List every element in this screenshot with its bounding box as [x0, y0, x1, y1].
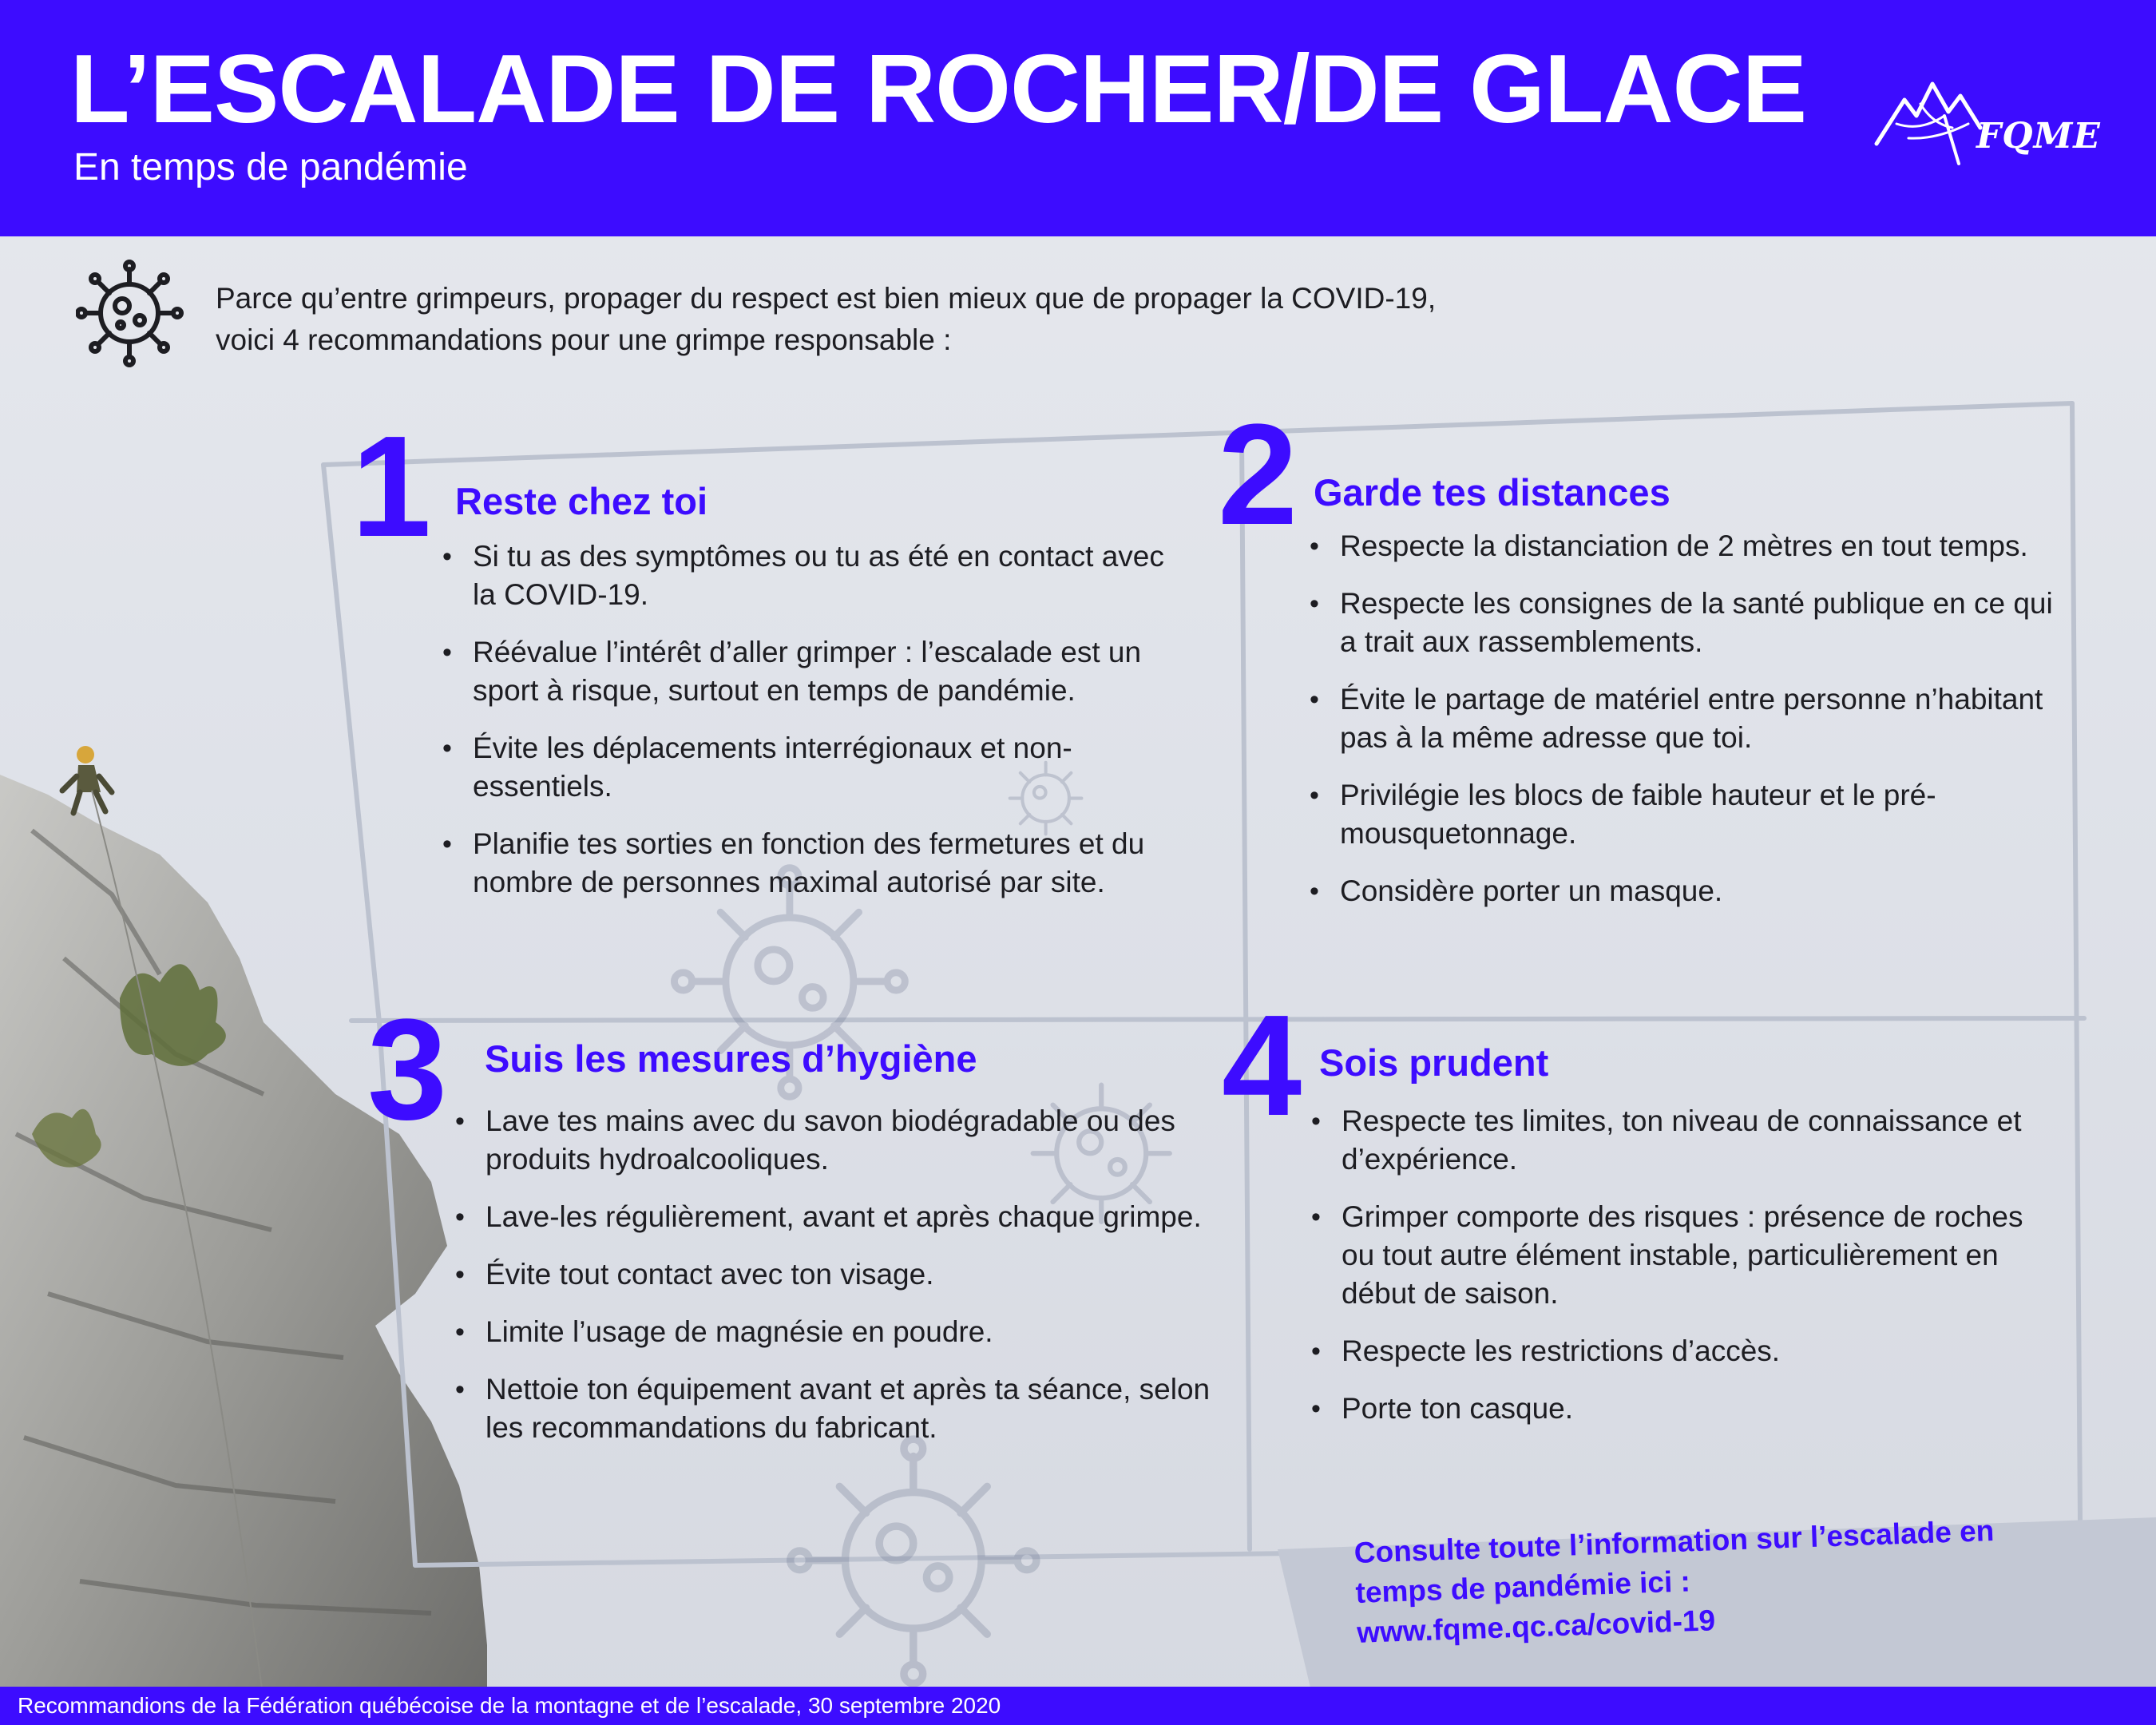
list-item: • Respecte tes limites, ton niveau de connaissance et d’expérience. [1310, 1102, 2052, 1179]
footer-bar [0, 1687, 2156, 1725]
list-item: • Considère porter un masque. [1308, 872, 2075, 910]
consult-link[interactable]: www.fqme.qc.ca/covid-19 [1356, 1604, 1716, 1649]
virus-icon [76, 260, 184, 367]
page-title: L’ESCALADE DE ROCHER/DE GLACE [70, 34, 1806, 143]
logo-text: FQME [1976, 116, 2101, 157]
section-4-number: 4 [1222, 985, 1302, 1146]
intro-text [216, 278, 1653, 361]
virus-watermark-icon [787, 1434, 1042, 1689]
intro-line-1: Parce qu’entre grimpeurs, propager du respect est bien mieux que de propager la COVID-19, [216, 282, 1437, 315]
section-3-title: Suis les mesures d’hygiène [485, 1037, 977, 1080]
page-subtitle: En temps de pandémie [73, 146, 468, 188]
list-item: • Planifie tes sorties en fonction des fermetures et du nombre de personnes maximal autorisé par site. [441, 825, 1183, 902]
intro-line-2: voici 4 recommandations pour une grimpe responsable : [216, 323, 952, 356]
section-3-list [454, 1102, 1252, 1466]
section-1-title: Reste chez toi [455, 480, 708, 522]
section-3-number: 3 [367, 989, 448, 1150]
section-4-list [1310, 1102, 2052, 1447]
list-item: • Lave tes mains avec du savon biodégradable ou des produits hydroalcooliques. [454, 1102, 1252, 1179]
section-2-list [1308, 527, 2075, 930]
section-2-title: Garde tes distances [1314, 471, 1671, 514]
consult-line-1: Consulte toute l’information sur l’escalade en [1353, 1514, 1995, 1569]
list-item: • Respecte les consignes de la santé publique en ce qui a trait aux rassemblements. [1308, 585, 2075, 661]
list-item: • Évite les déplacements interrégionaux et non-essentiels. [441, 729, 1183, 806]
list-item: • Respecte les restrictions d’accès. [1310, 1332, 2052, 1370]
footer-text: Recommandions de la Fédération québécoise de la montagne et de l’escalade, 30 septembre 2020 [18, 1693, 1001, 1718]
list-item: • Respecte la distanciation de 2 mètres en tout temps. [1308, 527, 2075, 565]
consult-info [1353, 1509, 2060, 1653]
list-item: • Privilégie les blocs de faible hauteur et le pré-mousquetonnage. [1308, 776, 2075, 853]
consult-line-2: temps de pandémie ici : [1354, 1564, 1691, 1609]
list-item: • Grimper comporte des risques : présence de roches ou tout autre élément instable, particulièrement en début de saison. [1310, 1198, 2052, 1313]
list-item: • Réévalue l’intérêt d’aller grimper : l’escalade est un sport à risque, surtout en temps de pandémie. [441, 633, 1183, 710]
section-1-list [441, 537, 1183, 921]
list-item: • Nettoie ton équipement avant et après ta séance, selon les recommandations du fabricant. [454, 1370, 1252, 1447]
header-banner [0, 0, 2156, 236]
section-1-number: 1 [351, 406, 432, 567]
list-item: • Si tu as des symptômes ou tu as été en contact avec la COVID-19. [441, 537, 1183, 614]
section-4-title: Sois prudent [1319, 1041, 1549, 1084]
list-item: • Porte ton casque. [1310, 1390, 2052, 1428]
list-item: • Lave-les régulièrement, avant et après chaque grimpe. [454, 1198, 1252, 1236]
list-item: • Évite le partage de matériel entre personne n’habitant pas à la même adresse que toi. [1308, 680, 2075, 757]
section-2-number: 2 [1218, 395, 1298, 555]
list-item: • Limite l’usage de magnésie en poudre. [454, 1313, 1252, 1351]
list-item: • Évite tout contact avec ton visage. [454, 1255, 1252, 1294]
cliff-climber-illustration [0, 719, 495, 1701]
